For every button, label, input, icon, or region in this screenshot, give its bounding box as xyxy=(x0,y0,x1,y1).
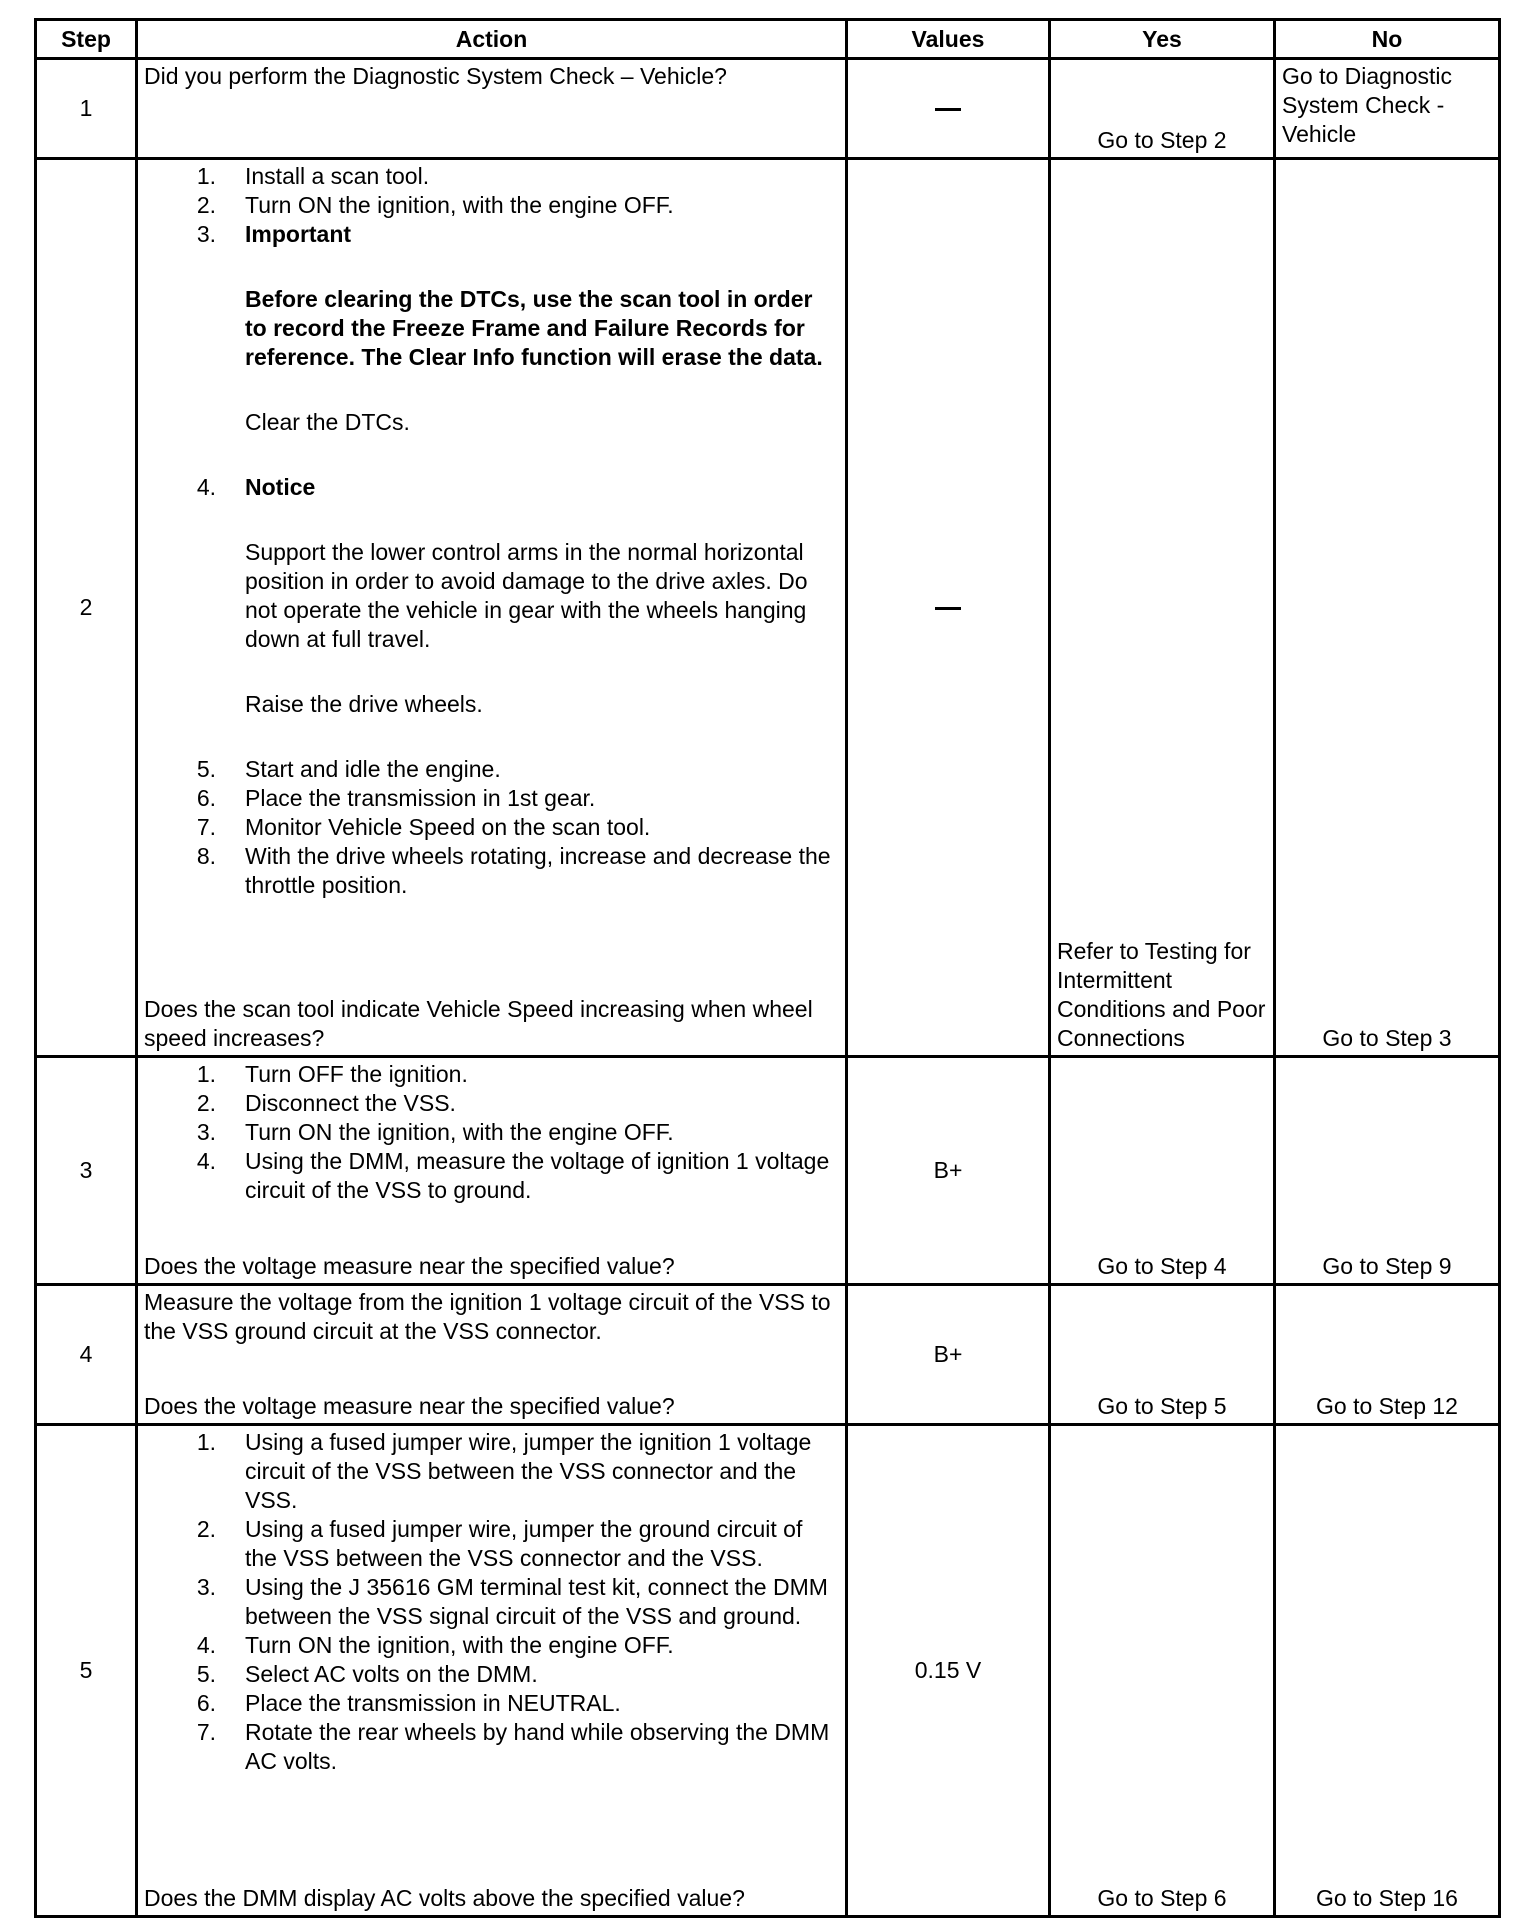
step-number: 1 xyxy=(36,59,137,159)
list-item: 1. Install a scan tool. xyxy=(196,163,430,189)
header-values: Values xyxy=(847,20,1050,59)
list-item: 4. Turn ON the ignition, with the engine OFF. xyxy=(196,1632,674,1658)
list-item: 2. Disconnect the VSS. xyxy=(196,1090,456,1116)
step-number: 2 xyxy=(36,159,137,1057)
action-cell xyxy=(137,1057,847,1285)
value-cell: 0.15 V xyxy=(847,1425,1050,1917)
header-no: No xyxy=(1275,20,1500,59)
step-instruction: Clear the DTCs. xyxy=(245,409,410,435)
value-cell: B+ xyxy=(847,1285,1050,1425)
step-number: 4 xyxy=(36,1285,137,1425)
header-step: Step xyxy=(36,20,137,59)
yes-cell xyxy=(1050,1425,1275,1917)
yes-result: Go to Step 4 xyxy=(1097,1253,1227,1279)
action-cell xyxy=(137,59,847,159)
value-cell: B+ xyxy=(847,1057,1050,1285)
list-item: 7. Rotate the rear wheels by hand while observing the DMM AC volts. xyxy=(196,1719,830,1774)
important-heading: Important xyxy=(245,221,352,247)
no-result: Go to Step 16 xyxy=(1316,1885,1458,1911)
list-item: 1. Turn OFF the ignition. xyxy=(196,1061,468,1087)
step-number: 5 xyxy=(36,1425,137,1917)
list-item: 5. Select AC volts on the DMM. xyxy=(196,1661,538,1687)
step-number: 3 xyxy=(36,1057,137,1285)
table-row xyxy=(36,1425,1500,1917)
action-cell xyxy=(137,159,847,1057)
no-cell xyxy=(1275,1425,1500,1917)
no-result: Go to Step 12 xyxy=(1316,1393,1458,1419)
notice-text: Support the lower control arms in the normal horizontal position in order to avoid damage to the drive axles. Do not operate the vehicle in gear with the wheels hanging down at full travel. xyxy=(245,539,808,652)
list-item: 3. Important xyxy=(196,221,352,247)
dash-mark xyxy=(935,108,961,111)
yes-cell xyxy=(1050,1057,1275,1285)
no-result: Go to Step 9 xyxy=(1322,1253,1452,1279)
no-result: Go to Step 3 xyxy=(1322,1025,1452,1051)
action-question: Does the voltage measure near the specified value? xyxy=(144,1253,675,1279)
value-cell xyxy=(847,159,1050,1057)
no-cell xyxy=(1275,59,1500,159)
action-cell xyxy=(137,1285,847,1425)
list-item: 4. Notice xyxy=(196,474,316,500)
value-cell xyxy=(847,59,1050,159)
yes-cell xyxy=(1050,1285,1275,1425)
table-row xyxy=(36,59,1500,159)
yes-result: Go to Step 6 xyxy=(1097,1885,1227,1911)
list-item: 2. Turn ON the ignition, with the engine OFF. xyxy=(196,192,674,218)
important-text: Before clearing the DTCs, use the scan tool in order to record the Freeze Frame and Failure Records for reference. The Clear Info function will erase the data. xyxy=(245,286,823,370)
header-row xyxy=(36,20,1500,59)
action-question: Does the scan tool indicate Vehicle Speed increasing when wheel speed increases? xyxy=(144,996,813,1051)
list-item: 4. Using the DMM, measure the voltage of ignition 1 voltage circuit of the VSS to ground. xyxy=(196,1148,830,1203)
table-row xyxy=(36,159,1500,1057)
list-item: 1. Using a fused jumper wire, jumper the ignition 1 voltage circuit of the VSS between the VSS connector and the VSS. xyxy=(196,1429,812,1513)
no-cell xyxy=(1275,1285,1500,1425)
list-item: 3. Using the J 35616 GM terminal test kit, connect the DMM between the VSS signal circuit of the VSS and ground. xyxy=(196,1574,828,1629)
diagnostic-table xyxy=(34,18,1501,1918)
no-cell xyxy=(1275,159,1500,1057)
action-question: Did you perform the Diagnostic System Check – Vehicle? xyxy=(144,63,727,89)
action-question: Does the DMM display AC volts above the specified value? xyxy=(144,1885,745,1911)
no-result: Go to Diagnostic System Check - Vehicle xyxy=(1282,63,1453,147)
dash-mark xyxy=(935,607,961,610)
header-action: Action xyxy=(137,20,847,59)
list-item: 8. With the drive wheels rotating, increase and decrease the throttle position. xyxy=(196,843,831,898)
list-item: 2. Using a fused jumper wire, jumper the ground circuit of the VSS between the VSS connector and the VSS. xyxy=(196,1516,803,1571)
list-item: 6. Place the transmission in 1st gear. xyxy=(196,785,596,811)
yes-cell xyxy=(1050,159,1275,1057)
list-item: 7. Monitor Vehicle Speed on the scan tool. xyxy=(196,814,651,840)
step-instruction: Raise the drive wheels. xyxy=(245,691,483,717)
yes-cell xyxy=(1050,59,1275,159)
no-cell xyxy=(1275,1057,1500,1285)
table-row xyxy=(36,1057,1500,1285)
action-text: Measure the voltage from the ignition 1 voltage circuit of the VSS to the VSS ground circuit at the VSS connector. xyxy=(144,1289,831,1344)
list-item: 6. Place the transmission in NEUTRAL. xyxy=(196,1690,621,1716)
yes-result: Go to Step 5 xyxy=(1097,1393,1227,1419)
yes-result: Go to Step 2 xyxy=(1097,127,1227,153)
list-item: 5. Start and idle the engine. xyxy=(196,756,501,782)
header-yes: Yes xyxy=(1050,20,1275,59)
list-item: 3. Turn ON the ignition, with the engine OFF. xyxy=(196,1119,674,1145)
action-question: Does the voltage measure near the specified value? xyxy=(144,1393,675,1419)
table-row xyxy=(36,1285,1500,1425)
yes-result: Refer to Testing for Intermittent Conditions and Poor Connections xyxy=(1057,938,1266,1051)
action-cell xyxy=(137,1425,847,1917)
notice-heading: Notice xyxy=(245,474,316,500)
